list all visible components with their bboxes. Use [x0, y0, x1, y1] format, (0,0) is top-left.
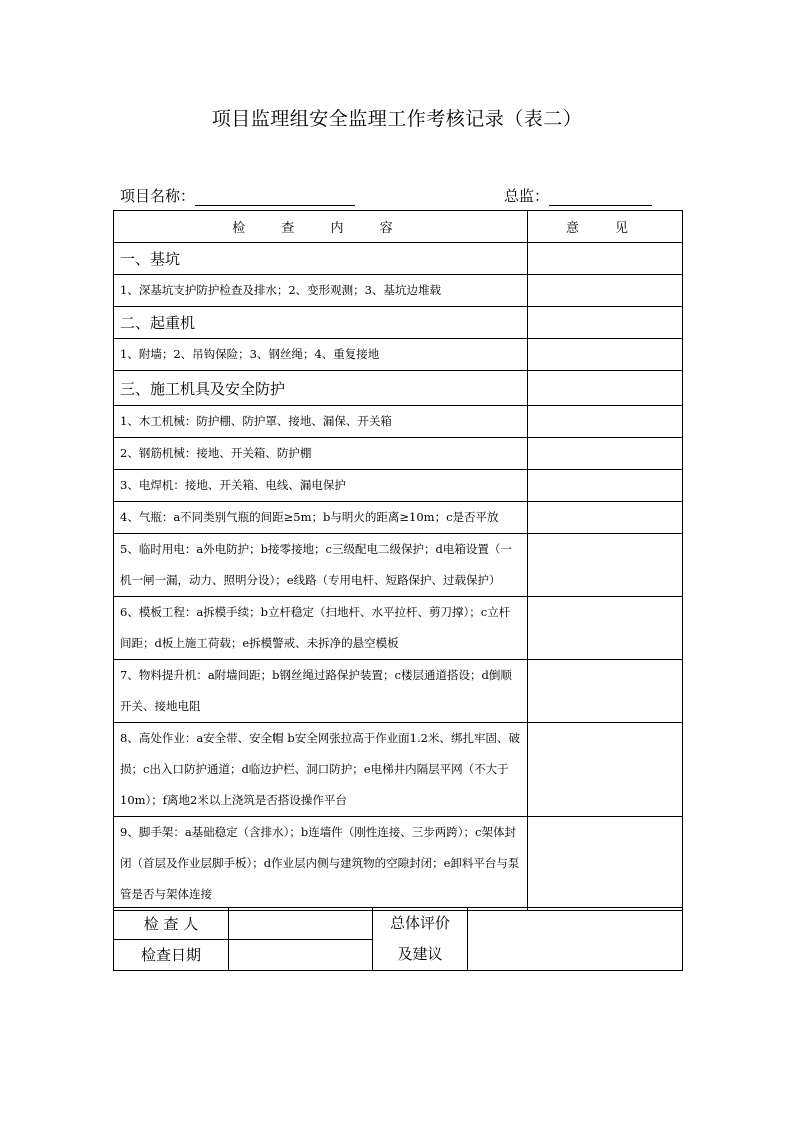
evaluation-label-line2: 及建议	[397, 945, 443, 963]
row-content: 1、木工机械：防护棚、防护罩、接地、漏保、开关箱	[114, 406, 528, 438]
table-row	[114, 660, 683, 723]
table-row	[114, 438, 683, 470]
row-content: 3、电焊机：接地、开关箱、电线、漏电保护	[114, 470, 528, 502]
row-opinion[interactable]	[528, 470, 683, 502]
project-name-blank[interactable]	[195, 190, 355, 206]
row-opinion[interactable]	[528, 243, 683, 275]
row-opinion[interactable]	[528, 502, 683, 534]
table-row	[114, 534, 683, 597]
inspector-label: 检 查 人	[114, 908, 229, 940]
table-row	[114, 502, 683, 534]
row-opinion[interactable]	[528, 339, 683, 371]
table-row	[114, 597, 683, 660]
row-opinion[interactable]	[528, 371, 683, 406]
row-opinion[interactable]	[528, 597, 683, 660]
row-content: 二、起重机	[114, 307, 528, 339]
director-blank[interactable]	[549, 190, 652, 206]
row-content: 7、物料提升机：a附墙间距；b钢丝绳过路保护装置；c楼层通道搭设；d倒顺开关、接地电阻	[114, 660, 528, 723]
table-header-row	[114, 211, 683, 243]
table-row	[114, 275, 683, 307]
table-row	[114, 406, 683, 438]
project-name-field	[120, 185, 355, 206]
table-row	[114, 307, 683, 339]
row-opinion[interactable]	[528, 307, 683, 339]
row-content: 1、附墙；2、吊钩保险；3、钢丝绳；4、重复接地	[114, 339, 528, 371]
row-opinion[interactable]	[528, 275, 683, 307]
table-row	[114, 371, 683, 406]
evaluation-label	[373, 908, 468, 971]
row-content: 5、临时用电：a外电防护；b接零接地；c三级配电二级保护；d电箱设置（一机一闸一漏，动力、照明分设）；e线路（专用电杆、短路保护、过载保护）	[114, 534, 528, 597]
evaluation-value[interactable]	[468, 908, 683, 971]
director-label: 总监：	[504, 187, 550, 205]
row-opinion[interactable]	[528, 660, 683, 723]
row-content: 一、基坑	[114, 243, 528, 275]
table-row	[114, 817, 683, 911]
table-row	[114, 723, 683, 817]
row-opinion[interactable]	[528, 406, 683, 438]
project-name-label: 项目名称：	[120, 187, 196, 205]
row-opinion[interactable]	[528, 534, 683, 597]
director-field	[504, 185, 652, 206]
page-title: 项目监理组安全监理工作考核记录（表二）	[211, 108, 583, 130]
row-opinion[interactable]	[528, 723, 683, 817]
inspection-table	[113, 210, 683, 911]
row-content: 2、钢筋机械：接地、开关箱、防护棚	[114, 438, 528, 470]
signoff-table	[113, 907, 683, 971]
header-content: 检 查 内 容	[114, 211, 528, 243]
row-content: 1、深基坑支护防护检查及排水；2、变形观测；3、基坑边堆载	[114, 275, 528, 307]
row-opinion[interactable]	[528, 438, 683, 470]
row-opinion[interactable]	[528, 817, 683, 911]
table-row	[114, 339, 683, 371]
date-label: 检查日期	[114, 939, 229, 971]
table-row	[114, 470, 683, 502]
row-content: 8、高处作业：a安全带、安全帽 b安全网张拉高于作业面1.2米、绑扎牢固、破损；c出入口防护通道；d临边护栏、洞口防护；e电梯井内隔层平网（不大于10m）；f离地2米以上浇筑是否搭设操作平台	[114, 723, 528, 817]
table-row	[114, 243, 683, 275]
inspector-row	[114, 908, 683, 940]
header-opinion: 意 见	[528, 211, 683, 243]
date-value[interactable]	[229, 939, 373, 971]
row-content: 4、气瓶：a不同类别气瓶的间距≥5m；b与明火的距离≥10m；c是否平放	[114, 502, 528, 534]
evaluation-label-line1: 总体评价	[389, 914, 450, 932]
row-content: 6、模板工程：a拆模手续；b立杆稳定（扫地杆、水平拉杆、剪刀撑）；c立杆间距；d板上施工荷载；e拆模警戒、未拆净的悬空模板	[114, 597, 528, 660]
row-content: 9、脚手架：a基础稳定（含排水）；b连墙件（刚性连接、三步两跨）；c架体封闭（首层及作业层脚手板）；d作业层内侧与建筑物的空隙封闭；e卸料平台与泵管是否与架体连接	[114, 817, 528, 911]
inspector-value[interactable]	[229, 908, 373, 940]
row-content: 三、施工机具及安全防护	[114, 371, 528, 406]
